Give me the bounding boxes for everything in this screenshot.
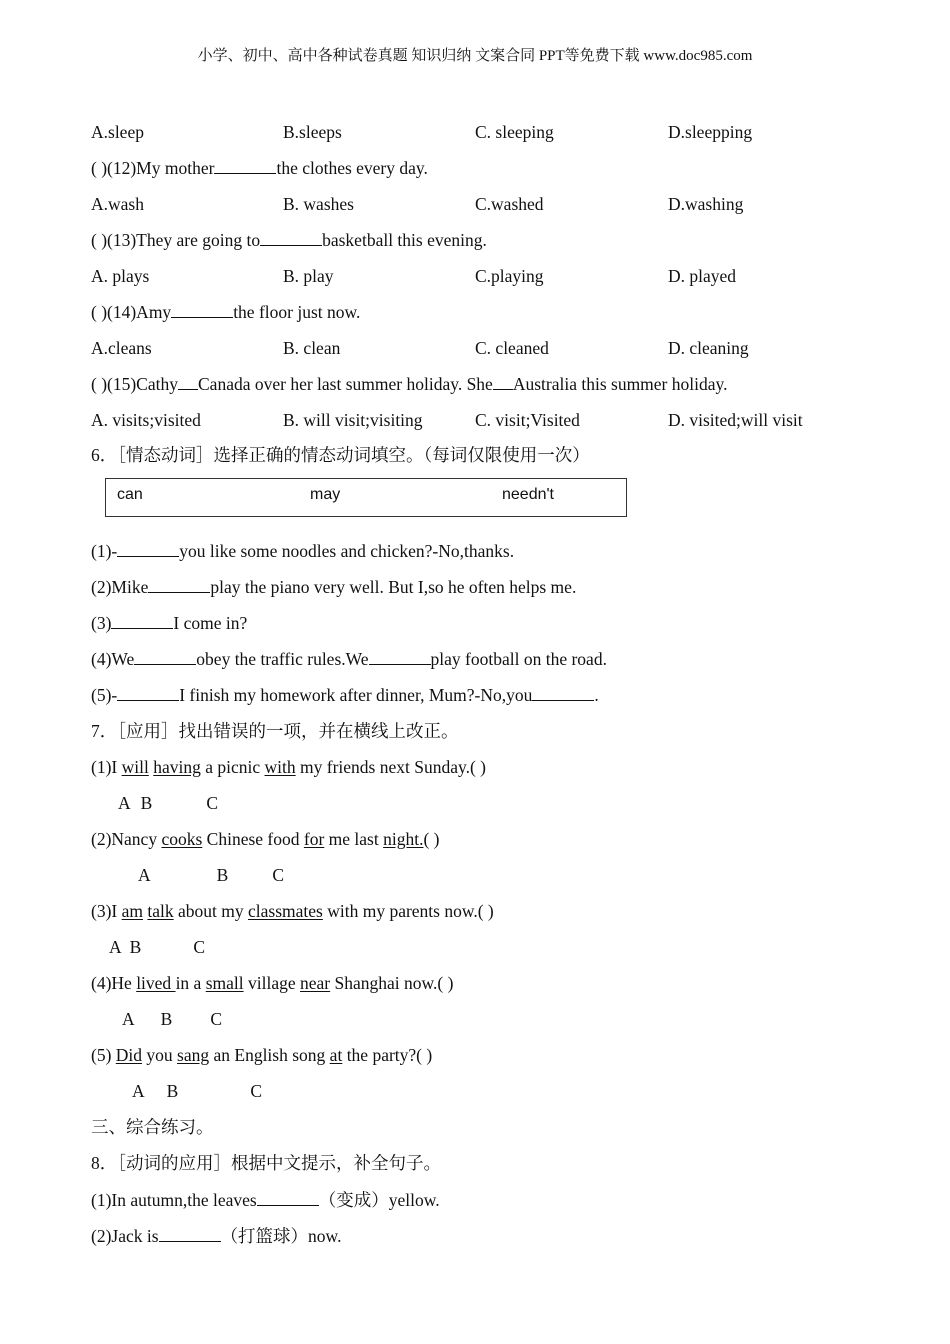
option-d: D. played [668,266,737,286]
letter-a: A [132,1081,145,1101]
question-mid: Canada over her last summer holiday. She [198,374,493,394]
answer-blank[interactable] [369,647,431,665]
underlined-option-c: with [264,757,296,777]
option-c: C. cleaned [475,338,549,358]
option-d: D.washing [668,194,744,214]
sentence-text: (2)Jack is [91,1226,159,1246]
question-prefix: ( )(13)They are going to [91,230,261,250]
word-neednt: needn't [502,486,554,503]
word-bank [105,478,627,517]
sentence-text: (2)Mike [91,577,149,597]
underlined-option-b: for [303,829,325,849]
underlined-option-a: am [121,901,143,921]
letter-a: A [138,865,151,885]
question-prefix: ( )(15)Cathy [91,374,178,394]
underlined-option-b: small [205,973,244,993]
sentence-text: you like some noodles and chicken?-No,thanks. [179,541,515,561]
underlined-option-b: sang [177,1045,210,1065]
page-header: 小学、初中、高中各种试卷真题 知识归纳 文案合同 PPT等免费下载 www.doc985.com [197,48,753,64]
section-3-title: 三、综合练习。 [91,1117,214,1137]
letter-b: B [166,1081,179,1101]
option-b: B. will visit;visiting [283,410,423,430]
letter-b: B [160,1009,173,1029]
option-c: C. sleeping [475,122,554,142]
answer-blank[interactable] [111,611,173,629]
sentence-8-1 [91,1188,440,1212]
section-8-title: 8．［动词的应用］根据中文提示，补全句子。 [91,1153,441,1173]
option-a: A. visits;visited [91,410,201,430]
sentence-text: the party?( ) [342,1045,433,1065]
sentence-text: ( ) [423,829,440,849]
option-c: C.playing [475,266,544,286]
answer-blank[interactable] [178,372,198,390]
sentence-text: my friends next Sunday.( ) [295,757,486,777]
sentence-text: an English song [209,1045,330,1065]
sentence-7-2 [91,827,439,851]
sentence-text: (4)We [91,649,135,669]
question-suffix: basketball this evening. [322,230,487,250]
option-a: A.cleans [91,338,152,358]
option-letters [109,935,205,959]
word-can: can [117,486,143,503]
letter-a: A [122,1009,135,1029]
option-a: A.wash [91,194,144,214]
answer-blank[interactable] [148,575,210,593]
option-b: B.sleeps [283,122,342,142]
sentence-6-1 [91,539,514,563]
sentence-text: （打篮球）now. [220,1226,342,1246]
underlined-option-b: talk [147,901,174,921]
letter-c: C [206,793,219,813]
question-15 [91,372,728,396]
question-suffix: the floor just now. [233,302,361,322]
option-a: A.sleep [91,122,144,142]
underlined-option-c: near [300,973,331,993]
answer-blank[interactable] [257,1188,319,1206]
sentence-7-3 [91,899,494,923]
sentence-text: village [243,973,300,993]
sentence-text: . [594,685,599,705]
sentence-7-4 [91,971,453,995]
answer-blank[interactable] [117,539,179,557]
sentence-text: a picnic [200,757,265,777]
letter-c: C [193,937,206,957]
option-d: D. cleaning [668,338,749,358]
sentence-text: Chinese food [202,829,304,849]
sentence-8-2 [91,1224,341,1248]
letter-a: A [118,793,131,813]
underlined-option-a: will [121,757,149,777]
underlined-option-a: lived [136,973,176,993]
underlined-option-c: at [329,1045,343,1065]
sentence-text: （变成）yellow. [318,1190,440,1210]
sentence-text: obey the traffic rules.We [196,649,369,669]
answer-blank[interactable] [260,228,322,246]
option-d: D.sleepping [668,122,753,142]
underlined-option-a: cooks [161,829,203,849]
letter-c: C [272,865,285,885]
word-may: may [310,486,341,503]
sentence-text: (1)In autumn,the leaves [91,1190,257,1210]
letter-c: C [210,1009,223,1029]
sentence-7-5 [91,1043,432,1067]
sentence-text: (2)Nancy [91,829,162,849]
question-12 [91,156,428,180]
sentence-text: Shanghai now.( ) [330,973,454,993]
underlined-option-a: Did [115,1045,143,1065]
question-prefix: ( )(12)My mother [91,158,215,178]
sentence-text: (5) [91,1045,116,1065]
sentence-text: play the piano very well. But I,so he often helps me. [210,577,577,597]
sentence-text: about my [173,901,248,921]
option-d: D. visited;will visit [668,410,803,430]
sentence-text: I finish my homework after dinner, Mum?-No,you [179,685,533,705]
answer-blank[interactable] [493,372,513,390]
sentence-text: me last [324,829,384,849]
sentence-text: (3)I [91,901,122,921]
answer-blank[interactable] [159,1224,221,1242]
option-letters [132,1079,262,1103]
option-c: C.washed [475,194,544,214]
option-c: C. visit;Visited [475,410,580,430]
option-b: B. washes [283,194,354,214]
underlined-option-c: night. [383,829,424,849]
letter-b: B [129,937,142,957]
letter-c: C [250,1081,263,1101]
question-suffix: the clothes every day. [276,158,428,178]
letter-b: B [216,865,229,885]
option-letters [118,791,218,815]
section-6-title: 6．［情态动词］选择正确的情态动词填空。（每词仅限使用一次） [91,445,590,465]
option-a: A. plays [91,266,150,286]
option-letters [122,1007,222,1031]
sentence-6-5 [91,683,599,707]
sentence-text: play football on the road. [430,649,607,669]
question-suffix: Australia this summer holiday. [512,374,728,394]
underlined-option-b: having [153,757,201,777]
sentence-text: (1)I [91,757,122,777]
answer-blank[interactable] [532,683,594,701]
section-7-title: 7．［应用］找出错误的一项，并在横线上改正。 [91,721,459,741]
sentence-text: (3) [91,613,112,633]
answer-blank[interactable] [171,300,233,318]
sentence-text: you [142,1045,178,1065]
question-13 [91,228,487,252]
question-14 [91,300,360,324]
sentence-text: (5)- [91,685,118,705]
sentence-text: in a [175,973,206,993]
answer-blank[interactable] [134,647,196,665]
option-b: B. play [283,266,334,286]
letter-a: A [109,937,122,957]
answer-blank[interactable] [214,156,276,174]
sentence-text: I come in? [173,613,248,633]
option-b: B. clean [283,338,341,358]
letter-b: B [140,793,153,813]
underlined-option-c: classmates [248,901,323,921]
sentence-6-3 [91,611,247,635]
question-prefix: ( )(14)Amy [91,302,172,322]
answer-blank[interactable] [117,683,179,701]
sentence-text: (4)He [91,973,137,993]
option-letters [138,863,284,887]
sentence-6-2 [91,575,576,599]
sentence-text: with my parents now.( ) [322,901,494,921]
sentence-6-4 [91,647,607,671]
sentence-7-1 [91,755,486,779]
sentence-text: (1)- [91,541,118,561]
